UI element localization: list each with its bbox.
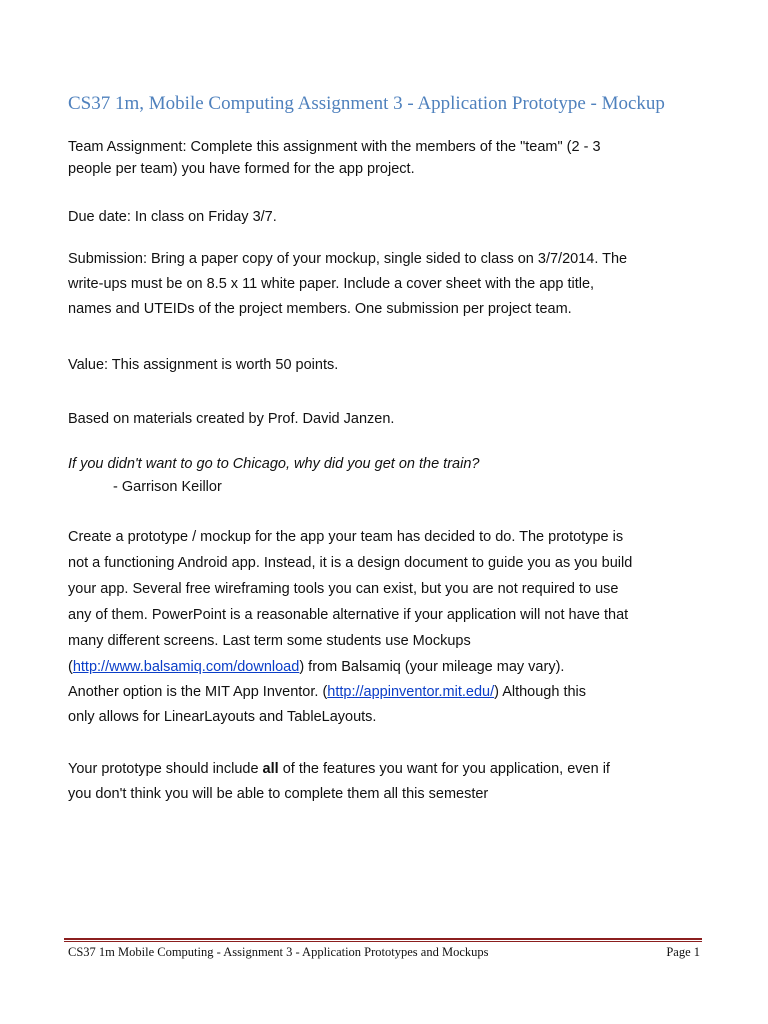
paren-open: ( xyxy=(68,659,73,675)
body-line-2: not a functioning Android app. Instead, it is a design document to guide you as you build xyxy=(68,555,633,571)
balsamiq-link[interactable]: http://www.balsamiq.com/download xyxy=(72,659,300,675)
body-line-5: many different screens. Last term some students use Mockups xyxy=(68,633,471,649)
prototype-line-2: you don't think you will be able to complete them all this semester xyxy=(68,786,489,802)
balsamiq-suffix: ) from Balsamiq (your mileage may vary). xyxy=(299,659,565,675)
due-date: Due date: In class on Friday 3/7. xyxy=(68,209,277,225)
submission-line-3: names and UTEIDs of the project members. One submission per project team. xyxy=(68,301,572,317)
value-line: Value: This assignment is worth 50 points. xyxy=(68,357,339,373)
quote: If you didn't want to go to Chicago, why did you get on the train? xyxy=(68,456,480,472)
submission-line-1: Submission: Bring a paper copy of your mockup, single sided to class on 3/7/2014. The xyxy=(68,251,628,267)
body-line-7 xyxy=(68,681,748,703)
body-line-4: any of them. PowerPoint is a reasonable alternative if your application will not have that xyxy=(68,607,629,623)
prototype-suffix: of the features you want for you application, even if xyxy=(278,761,610,777)
submission-line-2: write-ups must be on 8.5 x 11 white paper. Include a cover sheet with the app title, xyxy=(68,276,595,292)
prototype-prefix: Your prototype should include xyxy=(68,761,263,777)
body-line-6 xyxy=(68,656,748,678)
prototype-bold-all: all xyxy=(262,761,279,777)
app-inventor-suffix: ) Although this xyxy=(494,684,587,700)
footer-title: CS37 1m Mobile Computing - Assignment 3 - Application Prototypes and Mockups xyxy=(68,945,489,959)
body-line-3: your app. Several free wireframing tools you can exist, but you are not required to use xyxy=(68,581,619,597)
footer-page-number: Page 1 xyxy=(666,945,700,959)
body-line-1: Create a prototype / mockup for the app your team has decided to do. The prototype is xyxy=(68,529,624,545)
footer-rule-thin xyxy=(64,941,702,942)
app-inventor-link[interactable]: http://appinventor.mit.edu/ xyxy=(327,684,495,700)
footer-rule-thick xyxy=(64,938,702,940)
team-assignment-line-2: people per team) you have formed for the app project. xyxy=(68,161,415,177)
prototype-line-1 xyxy=(68,758,748,780)
team-assignment-line-1: Team Assignment: Complete this assignment with the members of the "team" (2 - 3 xyxy=(68,139,601,155)
quote-author: - Garrison Keillor xyxy=(113,479,222,495)
based-on-line: Based on materials created by Prof. David Janzen. xyxy=(68,411,395,427)
page-title: CS37 1m, Mobile Computing Assignment 3 - Application Prototype - Mockup xyxy=(68,93,665,114)
body-line-8: only allows for LinearLayouts and TableLayouts. xyxy=(68,709,377,725)
app-inventor-prefix: Another option is the MIT App Inventor. ( xyxy=(68,684,328,700)
